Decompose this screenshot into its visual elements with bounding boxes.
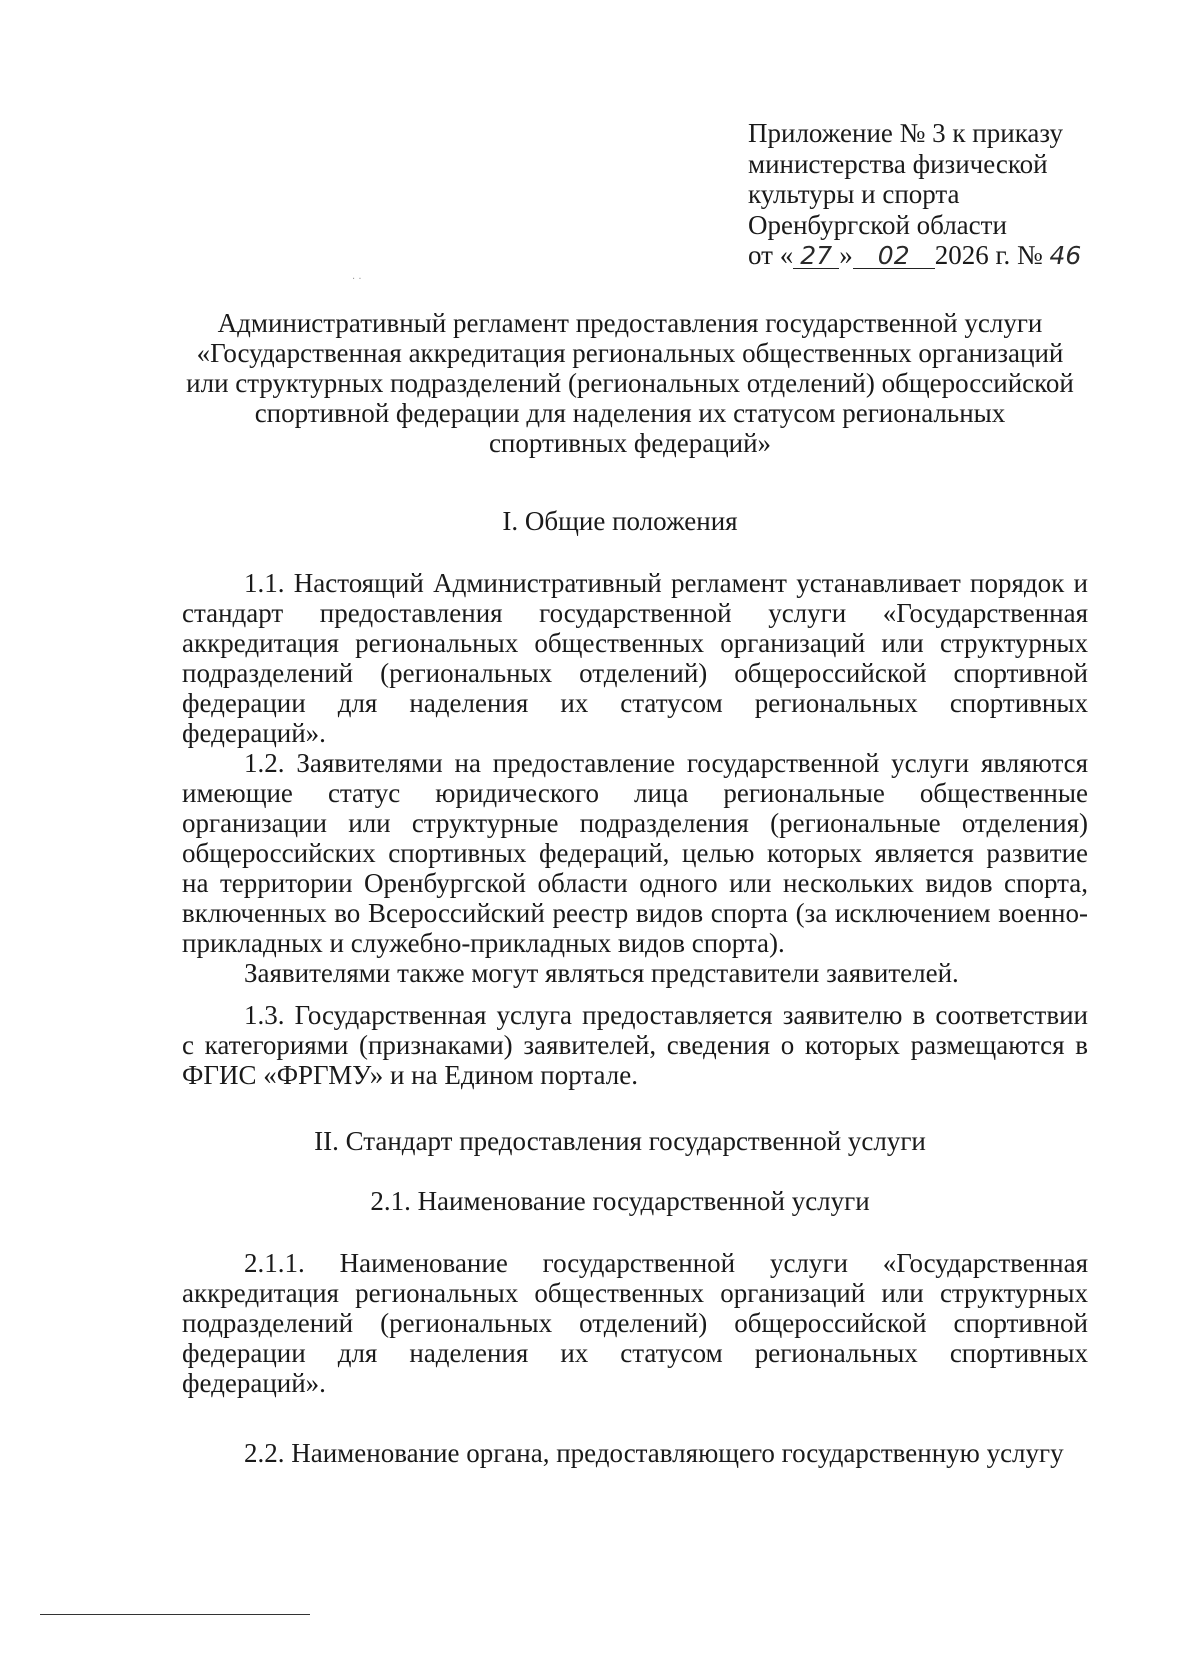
text-line: аккредитация региональных общественных организаций или структурных: [182, 1278, 1088, 1308]
text-line: включенных во Всероссийский реестр видов спорта (за исключением военно-: [182, 898, 1088, 928]
text-line: имеющие статус юридического лица региональные общественные: [182, 778, 1088, 808]
title-line: или структурных подразделений (региональных отделений) общероссийской: [186, 368, 1074, 398]
text-line: федерации для наделения их статусом региональных спортивных: [182, 688, 1088, 718]
subsection-heading: 2.1. Наименование государственной услуги: [370, 1186, 870, 1216]
text-line: федераций».: [182, 718, 326, 748]
paragraph-1-1: [182, 568, 1088, 748]
attachment-line: Оренбургской области: [748, 209, 1007, 240]
text-line: 2.1.1. Наименование государственной услуги «Государственная: [244, 1248, 1088, 1278]
subsection-heading-2-2: [182, 1438, 1088, 1468]
title-line: Административный регламент предоставления государственной услуги: [217, 308, 1043, 338]
text-line: 1.1. Настоящий Административный регламент устанавливает порядок и: [244, 568, 1088, 598]
text-line: 1.2. Заявителями на предоставление государственной услуги являются: [244, 748, 1088, 778]
date-day-handwritten: 27: [793, 244, 839, 269]
text-line: подразделений (региональных отделений) общероссийской спортивной: [182, 658, 1088, 688]
text-line: ФГИС «ФРГМУ» и на Едином портале.: [182, 1060, 638, 1090]
text-line: федерации для наделения их статусом региональных спортивных: [182, 1338, 1088, 1368]
footnote-rule: [40, 1614, 310, 1615]
text-line: стандарт предоставления государственной услуги «Государственная: [182, 598, 1088, 628]
section-heading: I. Общие положения: [502, 506, 738, 536]
attachment-line: Приложение № 3 к приказу: [748, 118, 1063, 148]
text-line: 1.3. Государственная услуга предоставляется заявителю в соответствии: [244, 1000, 1088, 1030]
text-line: подразделений (региональных отделений) общероссийской спортивной: [182, 1308, 1088, 1338]
scan-speck: · ·: [352, 274, 362, 285]
date-suffix: 2026 г. №: [934, 240, 1043, 270]
text-line: общероссийских спортивных федераций, целью которых является развитие: [182, 838, 1088, 868]
text-line: Заявителями также могут являться представители заявителей.: [244, 958, 959, 988]
text-line: прикладных и служебно-прикладных видов спорта).: [182, 928, 785, 958]
title-line: спортивных федераций»: [488, 428, 772, 458]
attachment-header: [748, 118, 1168, 272]
text-line: 2.2. Наименование органа, предоставляющего государственную услугу: [244, 1438, 1064, 1468]
attachment-line: министерства физической: [748, 148, 1048, 179]
title-line: «Государственная аккредитация региональных общественных организаций: [196, 338, 1064, 368]
paragraph-2-1-1: [182, 1248, 1088, 1398]
attachment-date-line: [748, 240, 1168, 272]
paragraph-1-2: [182, 748, 1088, 988]
title-line: спортивной федерации для наделения их статусом региональных: [254, 398, 1006, 428]
attachment-line: культуры и спорта: [748, 179, 960, 209]
section-heading: II. Стандарт предоставления государственной услуги: [314, 1126, 926, 1156]
date-mid: »: [839, 240, 853, 270]
date-prefix: от «: [748, 240, 794, 270]
paragraph-1-3: [182, 1000, 1088, 1090]
date-month-handwritten: 02: [853, 244, 935, 269]
text-line: федераций».: [182, 1368, 326, 1398]
text-line: аккредитация региональных общественных организаций или структурных: [182, 628, 1088, 658]
document-title: [160, 308, 1100, 458]
text-line: организации или структурные подразделения (региональные отделения): [182, 808, 1088, 838]
text-line: с категориями (признаками) заявителей, сведения о которых размещаются в: [182, 1030, 1088, 1060]
text-line: на территории Оренбургской области одного или нескольких видов спорта,: [182, 868, 1088, 898]
order-number-handwritten: 46: [1049, 241, 1082, 270]
